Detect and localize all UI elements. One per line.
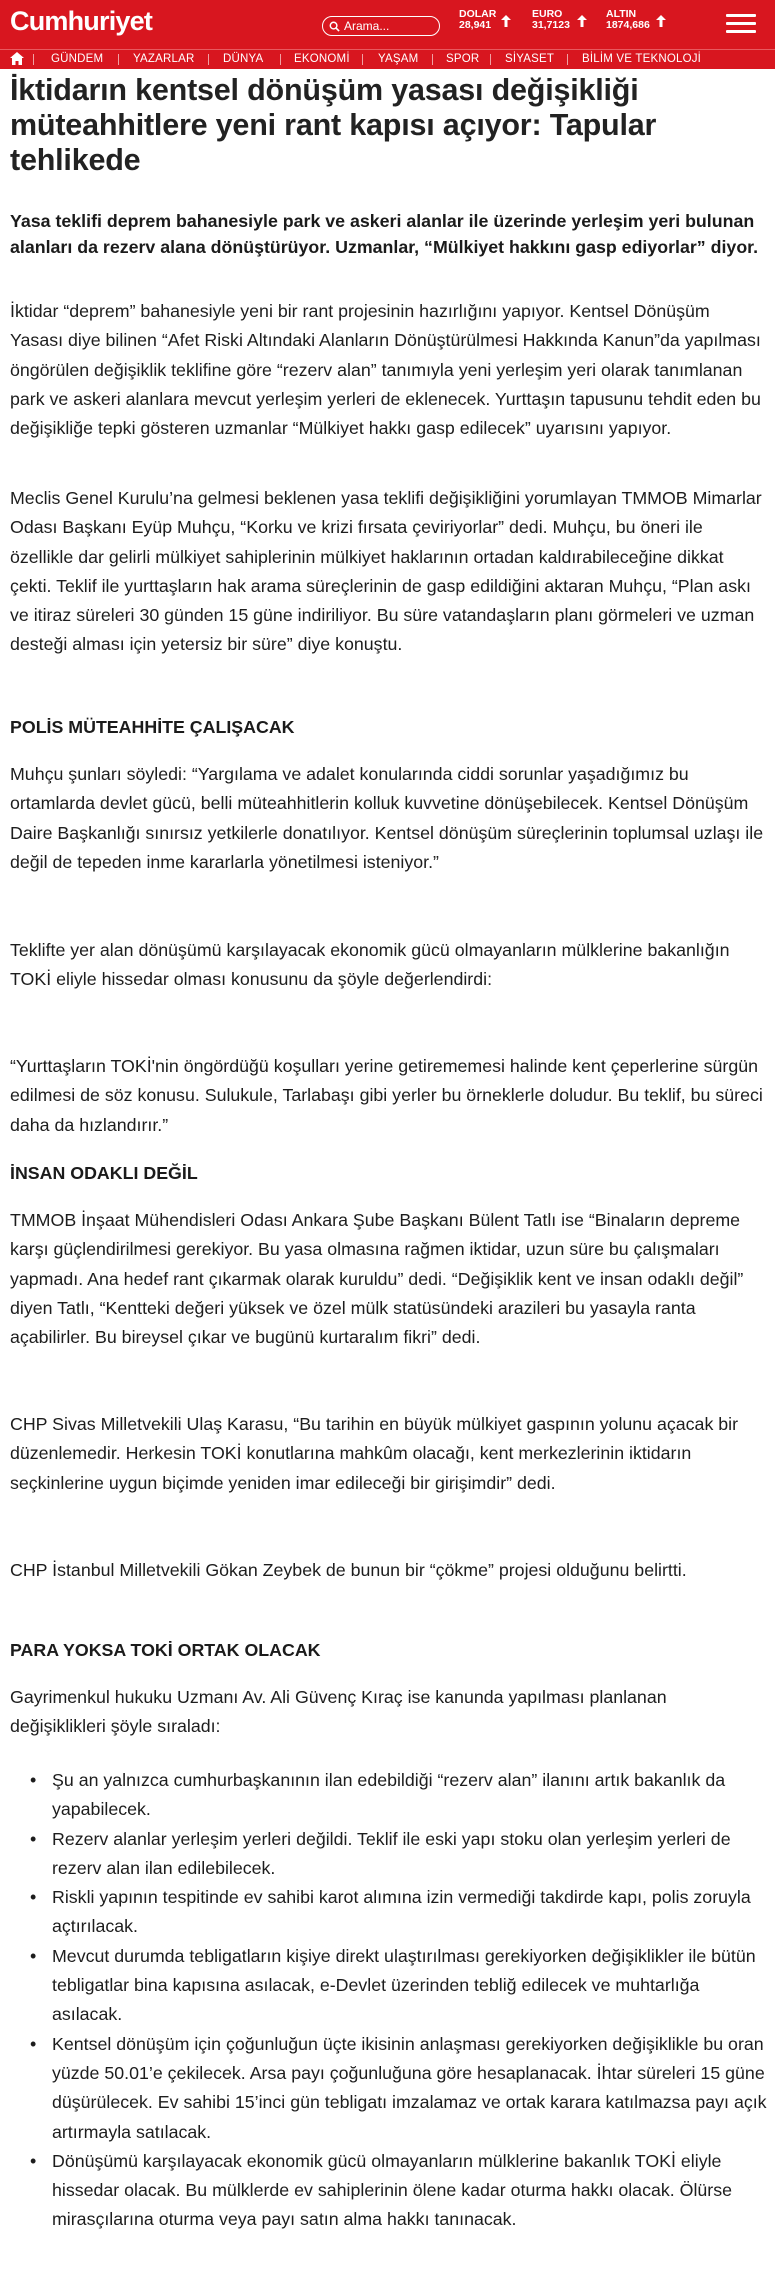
ticker-value: 31,7123	[532, 19, 570, 31]
nav-item-yazarlar[interactable]: YAZARLAR	[133, 53, 195, 65]
ticker-dolar[interactable]	[459, 9, 496, 31]
ticker-value: 28,941	[459, 19, 492, 31]
subheading: PARA YOKSA TOKİ ORTAK OLACAK	[10, 1640, 321, 1660]
ticker-name: EURO	[532, 8, 563, 20]
paragraph: Teklifte yer alan dönüşümü karşılayacak ekonomik gücü olmayanların mülklerine bakanlığın TOKİ eliyle hissedar olması konusunu da şöyle değerlendirdi:	[10, 940, 730, 990]
home-icon[interactable]	[10, 52, 24, 65]
nav-item-gundem[interactable]: GÜNDEM	[51, 53, 104, 65]
nav-item-siyaset[interactable]: SİYASET	[505, 53, 555, 65]
paragraph: Muhçu şunları söyledi: “Yargılama ve adalet konularında ciddi sorunlar yaşadığımız bu ortamlarda devlet gücü, belli müteahhitlerin kolluk kuvvetine dönüşebilecek. Kentsel Dönüşüm Daire Başkanlığı sınırsız yetkilerle donatılıyor. Kentsel dönüşüm süreçlerinin toplumsal uzlaşı ile değil de tepeden inme kararlarla yönetilmesi isteniyor.”	[10, 764, 764, 872]
paragraph: İktidar “deprem” bahanesiyle yeni bir rant projesinin hazırlığını yapıyor. Kentsel Dönüşüm Yasası diye bilinen “Afet Riski Altındaki Alanların Dönüştürülmesi Hakkında Kanun”da yapılması öngörülen değişiklik teklifine göre “rezerv alan” tanımıyla yeni yerleşim yeri olarak tanımlanan park ve askeri alanlara mevcut yerleşim yerleri de eklenecek. Yurttaşın tapusunu tehdit eden bu değişikliğe tepki gösteren uzmanlar “Mülkiyet hakkı gasp edilecek” uyarısını yapıyor.	[10, 301, 761, 439]
arrow-up-icon	[501, 15, 511, 27]
list-item: • Şu an yalnızca cumhurbaşkanının ilan edebildiği “rezerv alan” ilanını artık bakanlık da yapabilecek.	[10, 1766, 770, 1825]
article-title: İktidarın kentsel dönüşüm yasası değişikliği müteahhitlere yeni rant kapısı açıyor: Tapular tehlikede	[10, 73, 657, 177]
hamburger-icon[interactable]	[726, 14, 756, 36]
paragraph: TMMOB İnşaat Mühendisleri Odası Ankara Şube Başkanı Bülent Tatlı ise “Binaların depreme karşı güçlendirilmesi gerekiyor. Bu yasa olmasına rağmen iktidar, uzun süre bu çalışmaları yapmadı. Ana hedef rant çıkarmak olarak kuruldu” dedi. “Değişiklik kent ve insan odaklı değil” diyen Tatlı, “Kentteki değeri yüksek ve özel mülk statüsündeki arazileri bu yasayla ranta açabilirler. Bu bireysel çıkar ve bugünü kurtaralım fikri” dedi.	[10, 1210, 744, 1348]
article-spot: Yasa teklifi deprem bahanesiyle park ve askeri alanlar ile üzerinde yerleşim yeri bulunan alanları da rezerv alana dönüştürüyor. Uzmanlar, “Mülkiyet hakkını gasp ediyorlar” diyor.	[10, 211, 759, 257]
ticker-name: ALTIN	[606, 8, 637, 20]
subheading: İNSAN ODAKLI DEĞİL	[10, 1163, 198, 1183]
nav-item-ekonomi[interactable]: EKONOMİ	[294, 53, 350, 65]
main-nav	[0, 49, 775, 69]
paragraph: CHP Sivas Milletvekili Ulaş Karasu, “Bu tarihin en büyük mülkiyet gaspının yolunu açacak bir düzenlemedir. Herkesin TOKİ konutlarına mahkûm olacağı, kent merkezlerinin iktidarın seçkinlerine uygun biçimde yeniden imar edileceği bir girişimdir” dedi.	[10, 1414, 739, 1493]
search-icon	[329, 21, 340, 32]
paragraph: Gayrimenkul hukuku Uzmanı Av. Ali Güvenç Kıraç ise kanunda yapılması planlanan değişiklikleri şöyle sıraladı:	[10, 1687, 667, 1737]
nav-item-dunya[interactable]: DÜNYA	[223, 53, 264, 65]
ticker-value: 1874,686	[606, 19, 650, 31]
list-item: • Kentsel dönüşüm için çoğunluğun üçte ikisinin anlaşması gerekiyorken değişiklikle bu oran yüzde 50.01’e çekilecek. Arsa payı çoğunluğuna göre hesaplanacak. İhtar süreleri 15 güne düşürülecek. Ev sahibi 15’inci gün tebligatı imzalamaz ve ortak karara katılmazsa payı açık artırmayla satılacak.	[10, 2030, 770, 2147]
arrow-up-icon	[577, 15, 587, 27]
nav-item-bilim-ve-teknoloji[interactable]: BİLİM VE TEKNOLOJİ	[582, 53, 702, 65]
ticker-altin[interactable]	[606, 9, 650, 31]
list-item: • Rezerv alanlar yerleşim yerleri değildi. Teklif ile eski yapı stoku olan yerleşim yerleri de rezerv alan ilan edilebilecek.	[10, 1825, 770, 1884]
paragraph: “Yurttaşların TOKİ'nin öngördüğü koşulları yerine getirememesi halinde kent çeperlerine sürgün edilmesi de söz konusu. Sulukule, Tarlabaşı gibi yerler bu örneklerle doludur. Bu teklif, bu süreci daha da hızlandırır.”	[10, 1056, 763, 1135]
list-item: • Riskli yapının tespitinde ev sahibi karot alımına izin vermediği takdirde kapı, polis zoruyla açtırılacak.	[10, 1883, 770, 1942]
subheading: POLİS MÜTEAHHİTE ÇALIŞACAK	[10, 717, 295, 737]
list-item: • Mevcut durumda tebligatların kişiye direkt ulaştırılması gerekiyorken değişiklikler ile bütün tebligatlar bina kapısına asılacak, e-Devlet üzerinden tebliğ edilecek ve muhtarlığa asılacak.	[10, 1942, 770, 2030]
nav-item-yasam[interactable]: YAŞAM	[378, 53, 419, 65]
nav-item-spor[interactable]: SPOR	[446, 53, 480, 65]
list-item: • Dönüşümü karşılayacak ekonomik gücü olmayanların mülklerine bakanlık TOKİ eliyle hissedar olacak. Bu mülklerde ev sahiplerinin ölene kadar oturma hakkı olacak. Ölürse mirasçılarına oturma veya payı satın alma hakkı tanınacak.	[10, 2147, 770, 2235]
paragraph: CHP İstanbul Milletvekili Gökan Zeybek de bunun bir “çökme” projesi olduğunu belirtti.	[10, 1560, 687, 1580]
paragraph: Meclis Genel Kurulu’na gelmesi beklenen yasa teklifi değişikliğini yorumlayan TMMOB Mimarlar Odası Başkanı Eyüp Muhçu, “Korku ve krizi fırsata çeviriyorlar” dedi. Muhçu, bu öneri ile özellikle dar gelirli mülkiyet sahiplerinin mülkiyet haklarının ortadan kaldırabileceğine dikkat çekti. Teklif ile yurttaşların hak arama süreçlerinin de gasp edildiğini aktaran Muhçu, “Plan askı ve itiraz süreleri 30 günden 15 güne indiriliyor. Bu süre vatandaşların planı görmeleri ve uzman desteği alması için yetersiz bir süre” diye konuştu.	[10, 488, 762, 655]
top-header	[0, 0, 775, 49]
site-logo[interactable]: Cumhuriyet	[10, 6, 153, 36]
ticker-name: DOLAR	[459, 8, 497, 20]
search-box[interactable]	[322, 16, 440, 36]
ticker-euro[interactable]	[532, 9, 570, 31]
search-placeholder: Arama...	[344, 19, 390, 33]
bullet-list	[10, 1766, 770, 2235]
arrow-up-icon	[656, 15, 666, 27]
